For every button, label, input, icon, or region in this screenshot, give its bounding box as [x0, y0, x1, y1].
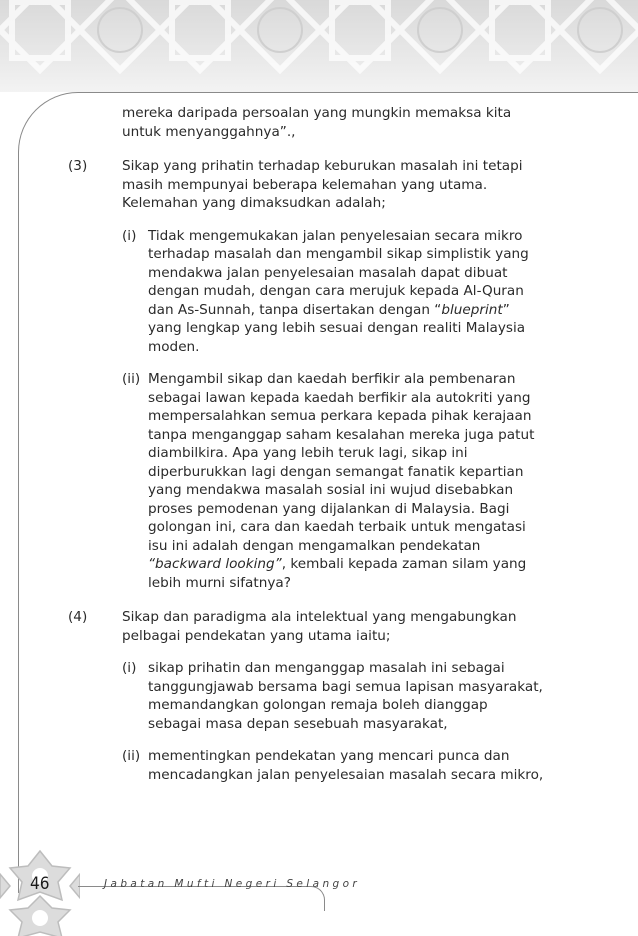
- text-line: Tidak mengemukakan jalan penyelesaian secara mikro: [148, 227, 523, 244]
- italic-term: blueprint: [441, 301, 503, 318]
- text-line: [148, 555, 558, 574]
- italic-term: “backward looking”: [148, 556, 282, 572]
- text-line: isu ini adalah dengan mengamalkan pendekatan: [148, 537, 481, 554]
- text-line: yang lengkap yang lebih sesuai dengan realiti Malaysia: [148, 320, 526, 336]
- text-line: diambilkira. Apa yang lebih teruk lagi, sikap ini: [148, 445, 468, 461]
- header-pattern-band: [0, 0, 638, 92]
- point-4-ii: [122, 747, 558, 784]
- text-line: moden.: [148, 338, 200, 355]
- text-line: mereka daripada persoalan yang mungkin memaksa kita: [122, 105, 512, 121]
- text-line: pelbagai pendekatan yang utama iaitu;: [122, 627, 391, 644]
- text-line: tanpa menganggap saham kesalahan mereka juga patut: [148, 426, 535, 443]
- text-line: untuk menyanggahnya”.,: [122, 123, 296, 140]
- sub-point-number: (ii): [122, 371, 141, 387]
- text-line: mencadangkan jalan penyelesaian masalah secara mikro,: [148, 766, 544, 783]
- text-line: lebih murni sifatnya?: [148, 574, 291, 591]
- page-number: 46: [30, 874, 50, 894]
- point-3-ii: [122, 370, 558, 592]
- text-span: ”: [502, 301, 510, 318]
- text-line: proses pemodenan yang dijalankan di Malaysia. Bagi: [148, 500, 510, 517]
- text-line: mempersalahkan semua perkara kepada pihak kerajaan: [148, 408, 532, 424]
- text-line: tanggungjawab bersama bagi semua lapisan masyarakat,: [148, 678, 543, 695]
- text-line: masih mempunyai beberapa kelemahan yang utama.: [122, 176, 488, 193]
- sub-point-number: (ii): [122, 748, 141, 764]
- sub-point-number: (i): [122, 227, 137, 244]
- point-3: [68, 157, 558, 592]
- text-line: Sikap dan paradigma ala intelektual yang mengabungkan: [122, 609, 517, 625]
- text-line: Sikap yang prihatin terhadap keburukan masalah ini tetapi: [122, 158, 523, 174]
- text-line: diperburukkan lagi dengan semangat fanatik kepartian: [148, 463, 524, 480]
- text-line: Kelemahan yang dimaksudkan adalah;: [122, 195, 386, 211]
- geometric-pattern-icon: [0, 0, 638, 92]
- point-number: (4): [68, 609, 88, 625]
- point-3-i: [122, 227, 558, 357]
- text-line: golongan ini, cara dan kaedah terbaik untuk mengatasi: [148, 519, 526, 535]
- text-line: sikap prihatin dan menganggap masalah ini sebagai: [148, 660, 505, 676]
- point-4: [68, 608, 558, 784]
- intro-paragraph: [68, 104, 558, 141]
- text-line: dengan mudah, dengan cara merujuk kepada Al-Quran: [148, 283, 524, 299]
- text-line: [148, 301, 558, 320]
- text-line: sebagai masa depan sesebuah masyarakat,: [148, 715, 448, 732]
- text-line: Mengambil sikap dan kaedah berfikir ala pembenaran: [148, 371, 516, 387]
- publisher-name: Jabatan Mufti Negeri Selangor: [104, 878, 361, 890]
- text-line: mementingkan pendekatan yang mencari punca dan: [148, 748, 510, 764]
- document-body: [68, 104, 558, 784]
- page-footer: [0, 846, 638, 936]
- point-4-i: [122, 659, 558, 733]
- point-number: (3): [68, 158, 88, 174]
- text-line: memandangkan golongan remaja boleh dianggap: [148, 697, 488, 713]
- text-line: mendakwa jalan penyelesaian masalah dapat dibuat: [148, 264, 508, 281]
- text-line: sebagai lawan kepada kaedah berfikir ala autokriti yang: [148, 389, 531, 406]
- text-span: dan As-Sunnah, tanpa disertakan dengan “: [148, 301, 442, 318]
- text-line: yang mendakwa masalah sosial ini wujud disebabkan: [148, 482, 514, 498]
- text-span: , kembali kepada zaman silam yang: [281, 556, 527, 572]
- sub-point-number: (i): [122, 660, 137, 676]
- text-line: terhadap masalah dan mengambil sikap simplistik yang: [148, 246, 529, 262]
